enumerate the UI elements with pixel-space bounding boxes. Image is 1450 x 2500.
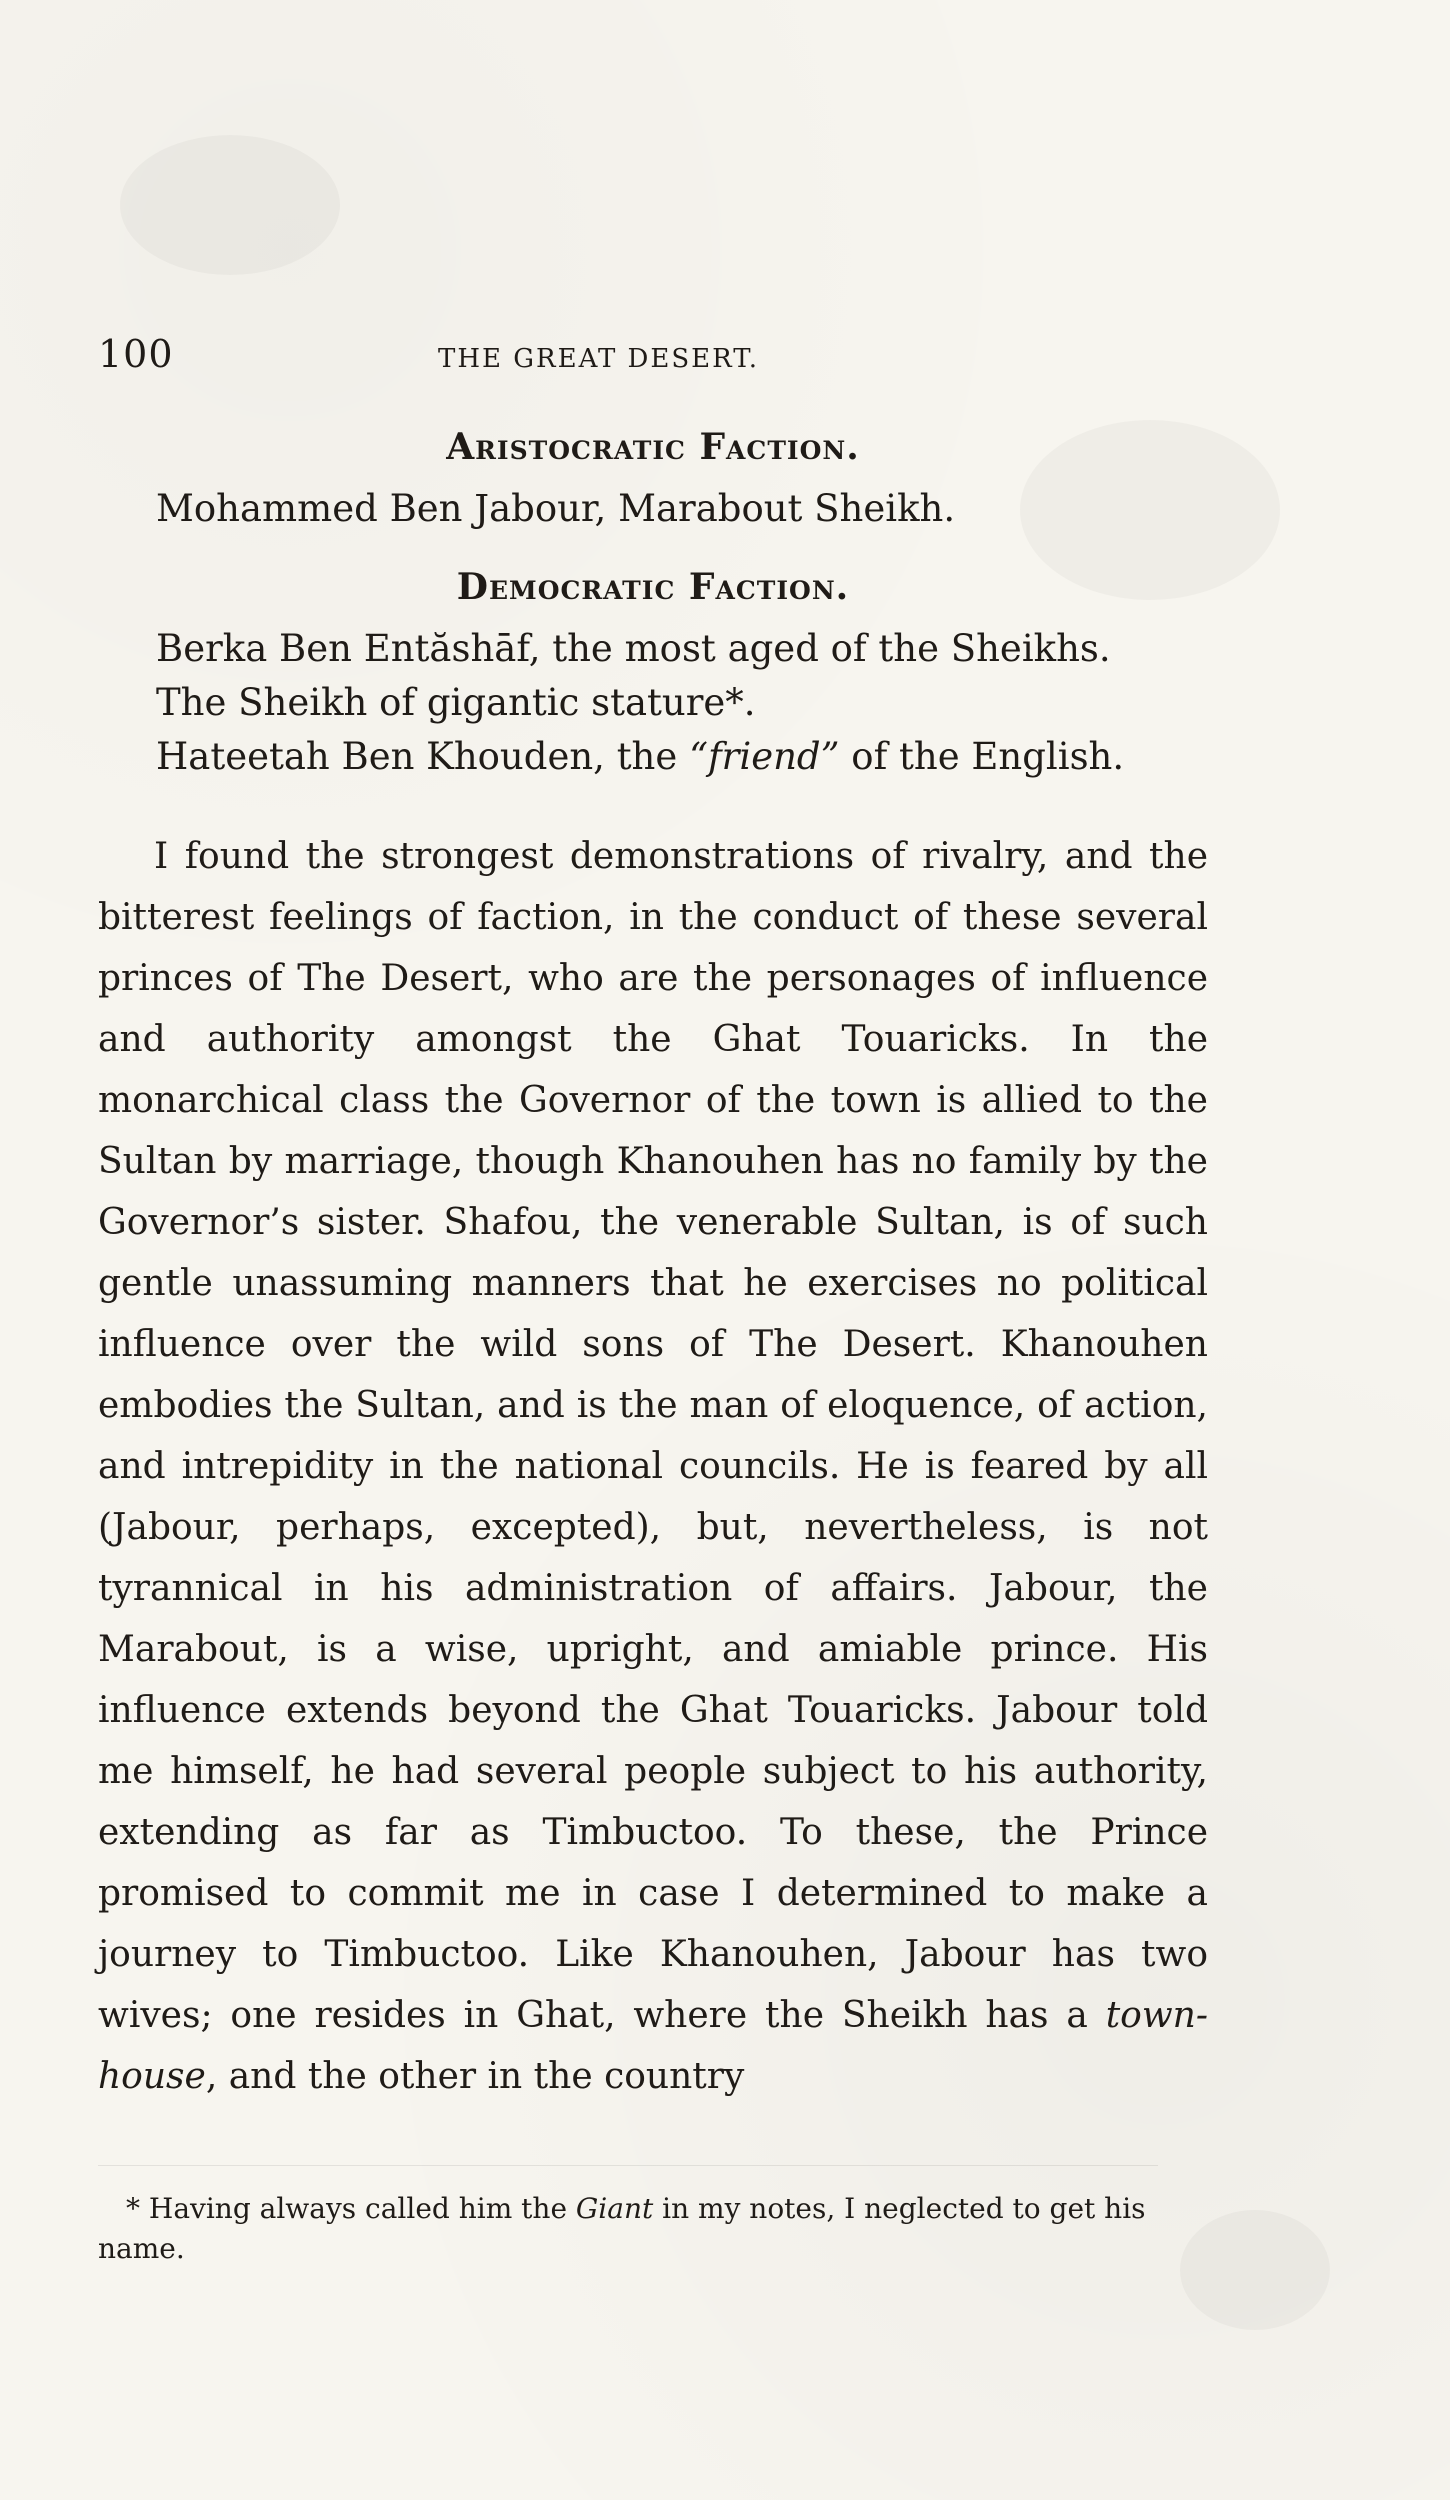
footnote-part-1: * Having always called him the bbox=[126, 2192, 576, 2225]
democratic-line-2: The Sheikh of gigantic stature*. bbox=[156, 681, 756, 724]
footnote-divider bbox=[98, 2165, 1158, 2167]
main-paragraph bbox=[98, 826, 1208, 2107]
aristocratic-line: Mohammed Ben Jabour, Marabout Sheikh. bbox=[156, 487, 956, 530]
page-number: 100 bbox=[98, 332, 174, 376]
democratic-line-3 bbox=[156, 730, 1208, 784]
friend-italic-text: “friend” bbox=[689, 735, 840, 778]
footnote bbox=[98, 2189, 1178, 2269]
running-head: THE GREAT DESERT. bbox=[438, 344, 760, 374]
town-house-italic: town-house bbox=[98, 1995, 1208, 2097]
democratic-line-3-prefix: Hateetah Ben Khouden, the bbox=[156, 735, 690, 778]
page-header bbox=[98, 332, 1208, 402]
democratic-line-1: Berka Ben Entăshāf, the most aged of the Sheikhs. bbox=[156, 627, 1111, 670]
page-content bbox=[98, 332, 1208, 2297]
footnote-part-2: in my notes, I neglected to get his name. bbox=[98, 2192, 1146, 2265]
main-paragraph-part-1: I found the strongest demonstrations of rivalry, and the bitterest feelings of faction, in the conduct of these several princes of The Desert, who are the personages of influence and authority amongst the Ghat Touaricks. In the monarchical class the Governor of the town is allied to the Sultan by marriage, though Khanouhen has no family by the Governor’s sister. Shafou, the venerable Sultan, is of such gentle unassuming manners that he exercises no political influence over the wild sons of The Desert. Khanouhen embodies the Sultan, and is the man of eloquence, of action, and intrepidity in the national councils. He is feared by all (Jabour, perhaps, excepted), but, nevertheless, is not tyrannical in his administration of affairs. Jabour, the Marabout, is a wise, upright, and amiable prince. His influence extends beyond the Ghat Touaricks. Jabour told me himself, he had several people subject to his authority, extending as far as Timbuctoo. To these, the Prince promised to commit me in case I determined to make a journey to Timbuctoo. Like Khanouhen, Jabour has two wives; one resides in Ghat, where the Sheikh has a bbox=[98, 836, 1208, 2036]
main-paragraph-part-2: , and the other in the country bbox=[205, 2056, 745, 2097]
democratic-heading: Democratic Faction. bbox=[456, 566, 850, 608]
democratic-line-3-suffix: of the English. bbox=[839, 735, 1125, 778]
aristocratic-heading: Aristocratic Faction. bbox=[446, 426, 860, 468]
scan-noise-1 bbox=[120, 135, 340, 275]
footnote-italic-word: Giant bbox=[575, 2192, 654, 2225]
